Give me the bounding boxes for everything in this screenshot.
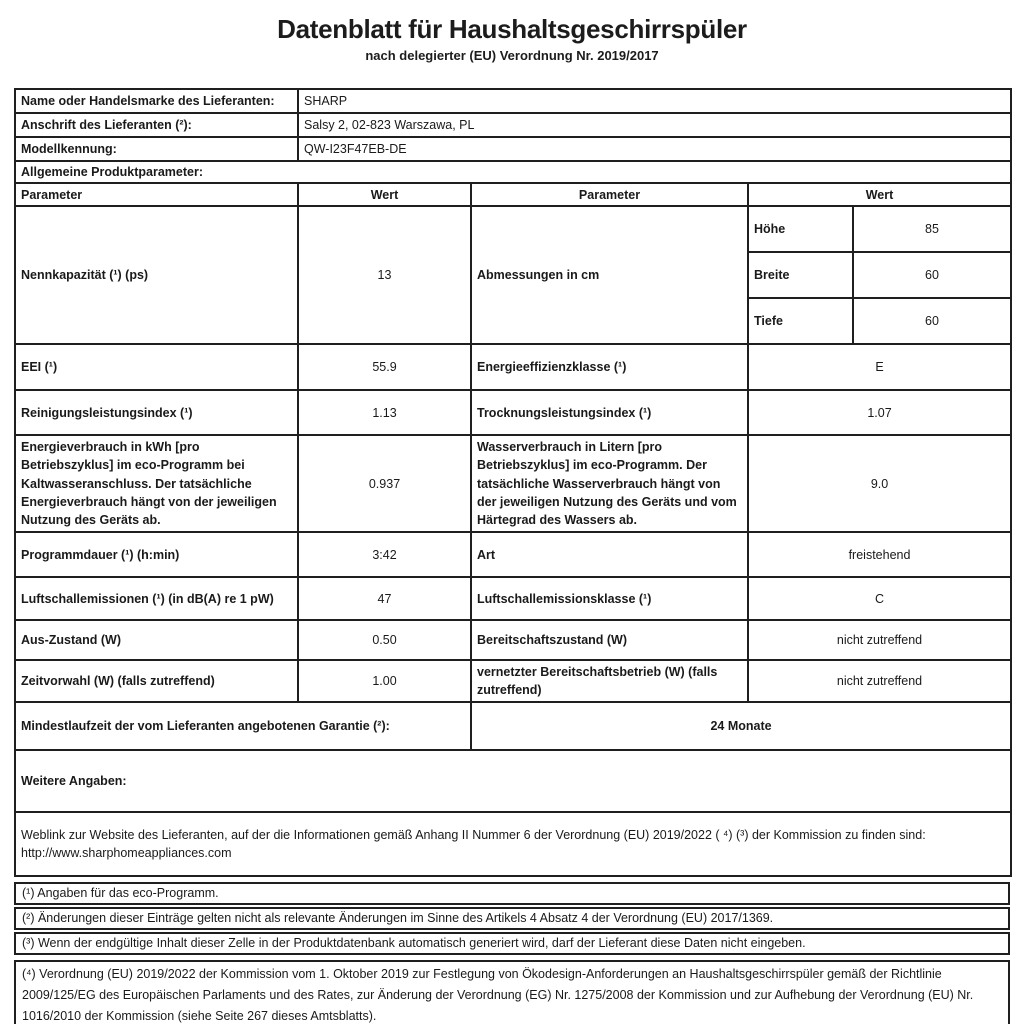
- weblink-row: [15, 812, 1011, 876]
- capacity-dimensions-row: [15, 206, 1011, 252]
- supplier-name-label: Name oder Handelsmarke des Lieferanten:: [15, 89, 298, 113]
- supplier-name-value: SHARP: [298, 89, 1011, 113]
- param-label-duration: Programmdauer (¹) (h:min): [15, 532, 298, 577]
- general-parameters-section-row: [15, 161, 1011, 183]
- param-value-duration: 3:42: [298, 532, 471, 577]
- warranty-value: 24 Monate: [471, 702, 1011, 750]
- param-value-capacity: 13: [298, 206, 471, 344]
- param-value-delay-start: 1.00: [298, 660, 471, 702]
- supplier-address-value: Salsy 2, 02-823 Warszawa, PL: [298, 113, 1011, 137]
- dimension-value-tiefe: 60: [853, 298, 1011, 344]
- footnote-4: (⁴) Verordnung (EU) 2019/2022 der Kommission vom 1. Oktober 2019 zur Festlegung von Ökodesign-Anforderungen an Haushaltsgeschirrspüler gemäß der Richtlinie 2009/125/EG des Europäischen Parlaments und des Rates, zur Änderung der Verordnung (EG) Nr. 1275/2008 der Kommission und zur Aufhebung der Verordnung (EU) Nr. 1016/2010 der Kommission (siehe Seite 267 dieses Amtsblatts).: [14, 960, 1010, 1024]
- supplier-address-label: Anschrift des Lieferanten (²):: [15, 113, 298, 137]
- duration-type-row: [15, 532, 1011, 577]
- warranty-label: Mindestlaufzeit der vom Lieferanten angebotenen Garantie (²):: [15, 702, 471, 750]
- header-parameter-right: Parameter: [471, 183, 748, 206]
- page-title: Datenblatt für Haushaltsgeschirrspüler: [277, 14, 747, 44]
- general-parameters-section-label: Allgemeine Produktparameter:: [15, 161, 1011, 183]
- param-label-drying-index: Trocknungsleistungsindex (¹): [471, 390, 748, 435]
- footnote-3: (³) Wenn der endgültige Inhalt dieser Zelle in der Produktdatenbank automatisch generiert wird, darf der Lieferant diese Daten nicht eingeben.: [14, 932, 1010, 955]
- param-label-water-consumption: Wasserverbrauch in Litern [pro Betriebszyklus] im eco-Programm. Der tatsächliche Wasserverbrauch hängt von der jeweiligen Nutzung des Geräts und vom Härtegrad des Wassers ab.: [471, 435, 748, 532]
- param-label-energy-consumption: Energieverbrauch in kWh [pro Betriebszyklus] im eco-Programm bei Kaltwasseranschluss. Der tatsächliche Energieverbrauch hängt von der jeweiligen Nutzung des Geräts ab.: [15, 435, 298, 532]
- model-id-value: QW-I23F47EB-DE: [298, 137, 1011, 161]
- param-label-eei: EEI (¹): [15, 344, 298, 390]
- off-mode-standby-row: [15, 620, 1011, 660]
- param-value-off-mode: 0.50: [298, 620, 471, 660]
- param-label-delay-start: Zeitvorwahl (W) (falls zutreffend): [15, 660, 298, 702]
- supplier-address-row: [15, 113, 1011, 137]
- weblink-text: Weblink zur Website des Lieferanten, auf der die Informationen gemäß Anhang II Nummer 6 der Verordnung (EU) 2019/2022 ( ⁴) (³) der Kommission zu finden sind: http://www.sharphomeappliances.com: [15, 812, 1011, 876]
- additional-info-label: Weitere Angaben:: [15, 750, 1011, 812]
- cleaning-drying-row: [15, 390, 1011, 435]
- model-id-label: Modellkennung:: [15, 137, 298, 161]
- param-label-capacity: Nennkapazität (¹) (ps): [15, 206, 298, 344]
- param-label-cleaning-index: Reinigungsleistungsindex (¹): [15, 390, 298, 435]
- dimension-value-hoehe: 85: [853, 206, 1011, 252]
- param-value-standby: nicht zutreffend: [748, 620, 1011, 660]
- model-id-row: [15, 137, 1011, 161]
- additional-info-row: [15, 750, 1011, 812]
- table-header-row: [15, 183, 1011, 206]
- header-parameter-left: Parameter: [15, 183, 298, 206]
- footnote-1: (¹) Angaben für das eco-Programm.: [14, 882, 1010, 905]
- param-value-networked-standby: nicht zutreffend: [748, 660, 1011, 702]
- param-label-noise: Luftschallemissionen (¹) (in dB(A) re 1 pW): [15, 577, 298, 620]
- param-value-noise-class: C: [748, 577, 1011, 620]
- param-value-cleaning-index: 1.13: [298, 390, 471, 435]
- param-value-water-consumption: 9.0: [748, 435, 1011, 532]
- param-label-off-mode: Aus-Zustand (W): [15, 620, 298, 660]
- header-wert-left: Wert: [298, 183, 471, 206]
- footnote-2: (²) Änderungen dieser Einträge gelten nicht als relevante Änderungen im Sinne des Artikels 4 Absatz 4 der Verordnung (EU) 2017/1369.: [14, 907, 1010, 930]
- param-value-drying-index: 1.07: [748, 390, 1011, 435]
- header-wert-right: Wert: [748, 183, 1011, 206]
- supplier-name-row: [15, 89, 1011, 113]
- param-value-type: freistehend: [748, 532, 1011, 577]
- param-value-energy-consumption: 0.937: [298, 435, 471, 532]
- param-label-type: Art: [471, 532, 748, 577]
- datasheet-table: [14, 88, 1012, 877]
- dimension-value-breite: 60: [853, 252, 1011, 298]
- dimension-label-tiefe: Tiefe: [748, 298, 853, 344]
- dimension-label-hoehe: Höhe: [748, 206, 853, 252]
- delay-start-networked-standby-row: [15, 660, 1011, 702]
- param-value-noise: 47: [298, 577, 471, 620]
- warranty-row: [15, 702, 1011, 750]
- page-subtitle: nach delegierter (EU) Verordnung Nr. 2019/2017: [365, 48, 659, 63]
- energy-water-consumption-row: [15, 435, 1011, 532]
- param-value-eei: 55.9: [298, 344, 471, 390]
- param-label-networked-standby: vernetzter Bereitschaftsbetrieb (W) (falls zutreffend): [471, 660, 748, 702]
- param-label-noise-class: Luftschallemissionsklasse (¹): [471, 577, 748, 620]
- param-value-energy-class: E: [748, 344, 1011, 390]
- param-label-dimensions: Abmessungen in cm: [471, 206, 748, 344]
- eei-row: [15, 344, 1011, 390]
- param-label-energy-class: Energieeffizienzklasse (¹): [471, 344, 748, 390]
- dimension-label-breite: Breite: [748, 252, 853, 298]
- param-label-standby: Bereitschaftszustand (W): [471, 620, 748, 660]
- footnotes-section: [14, 882, 1010, 1024]
- noise-row: [15, 577, 1011, 620]
